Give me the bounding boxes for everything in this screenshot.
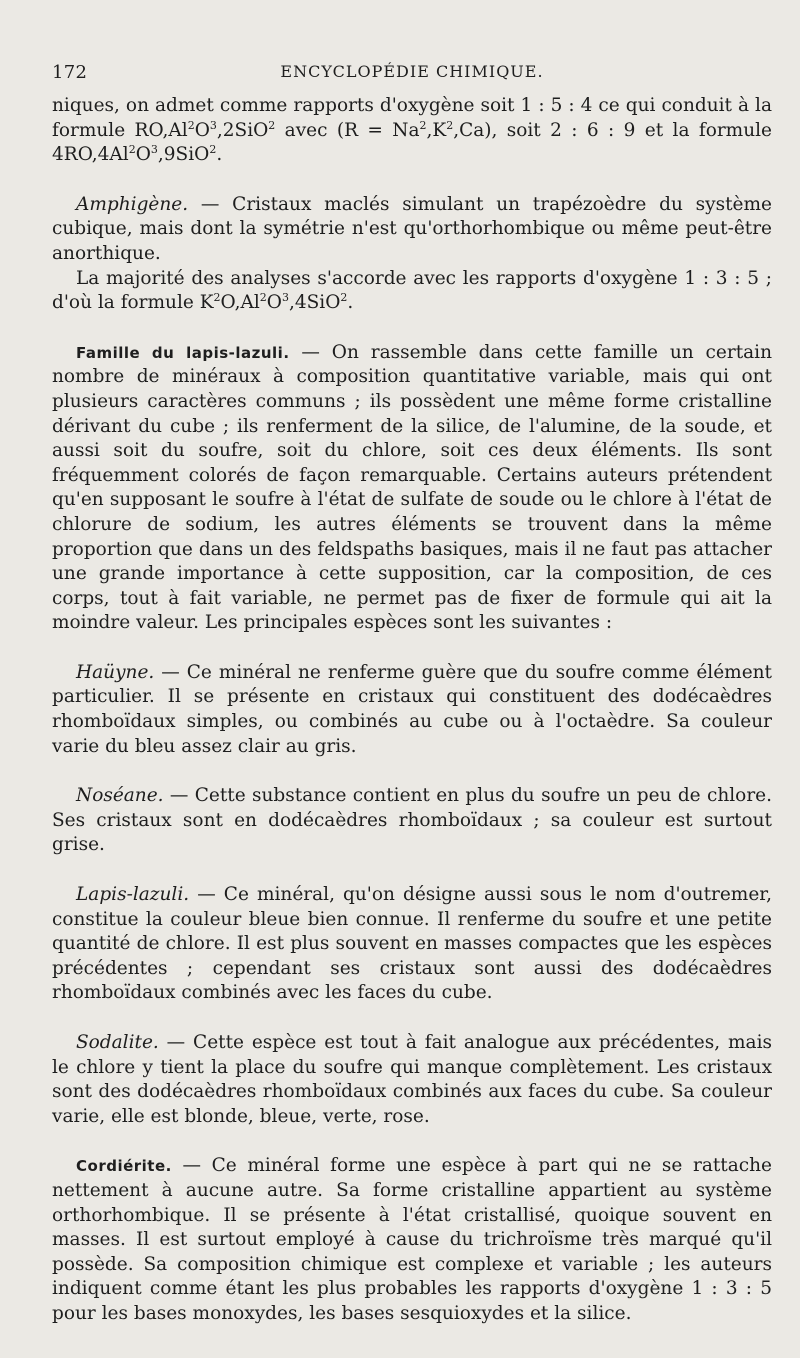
paragraph-cordierite: Cordiérite. — Ce minéral forme une espèce à part qui ne se rattache nettement à aucune autre. Sa forme cristalline appartient au système orthorhombique. Il se présente à l'état cristallisé, quoique souvent en masses. Il est surtout employé à cause du trichroïsme très marqué qu'il possède. Sa composition chimique est complexe et variable ; les auteurs indiquent comme étant les plus probables les rapports d'oxygène 1 : 3 : 5 pour les bases monoxydes, les bases sesquioxydes et la silice. [52, 1155, 772, 1324]
paragraph-lapis-lazuli: Lapis-lazuli. — Ce minéral, qu'on désigne aussi sous le nom d'outremer, constitue la couleur bleue bien connue. Il renferme du soufre et une petite quantité de chlore. Il est plus souvent en masses compactes que les espèces précédentes ; cependant ses cristaux sont aussi des dodécaèdres rhomboïdaux combinés avec les faces du cube. [52, 884, 772, 1004]
paragraph-intro: niques, on admet comme rapports d'oxygène soit 1 : 5 : 4 ce qui conduit à la formule $RO,Al^2O^3,2SiO^2$ avec $(R = Na^2,K^2,Ca)$, soit 2 : 6 : 9 et la formule $4RO,4Al^2O^3,9SiO^2$. [52, 95, 773, 166]
term-noseane: Noséane. [76, 785, 164, 807]
term-lapis-family: Famille du lapis-lazuli. [76, 343, 290, 362]
term-cordierite: Cordiérite. [76, 1157, 172, 1176]
paragraph-amphigene-formula: La majorité des analyses s'accorde avec les rapports d'oxygène 1 : 3 : 5 ; d'où la formule $K^2O,Al^2O^3,4SiO^2$. [52, 267, 772, 314]
running-title: ENCYCLOPÉDIE CHIMIQUE. [280, 62, 544, 81]
paragraph-amphigene: Amphigène. — Cristaux maclés simulant un trapézoèdre du système cubique, mais dont la symétrie n'est qu'orthorhombique ou même peut-être anorthique. [52, 193, 772, 264]
term-amphigene: Amphigène. [76, 193, 189, 215]
term-sodalite: Sodalite. [76, 1032, 159, 1053]
paragraph-hauyne: Haüyne. — Ce minéral ne renferme guère que du soufre comme élément particulier. Il se présente en cristaux qui constituent des dodécaèdres rhomboïdaux simples, ou combinés au cube ou à l'octaèdre. Sa couleur varie du bleu assez clair au gris. [52, 661, 772, 757]
paragraph-lapis-family: Famille du lapis-lazuli. — On rassemble dans cette famille un certain nombre de minéraux à composition quantitative variable, mais qui ont plusieurs caractères communs ; ils possèdent une même forme cristalline dérivant du cube ; ils renferment de la silice, de l'alumine, de la soude, et aussi soit du soufre, soit du chlore, soit ces deux éléments. Ils sont fréquemment colorés de façon remarquable. Certains auteurs prétendent qu'en supposant le soufre à l'état de sulfate de soude ou le chlore à l'état de chlorure de sodium, les autres éléments se trouvent dans la même proportion que dans un des feldspaths basiques, mais il ne faut pas attacher une grande importance à cette supposition, car la composition, de ces corps, tout à fait variable, ne permet pas de fixer de formule qui ait la moindre valeur. Les principales espèces sont les suivantes : [52, 341, 772, 634]
paragraph-sodalite: Sodalite. — Cette espèce est tout à fait analogue aux précédentes, mais le chlore y tient la place du soufre qui manque complètement. Les cristaux sont des dodécaèdres rhomboïdaux combinés aux faces du cube. Sa couleur varie, elle est blonde, bleue, verte, rose. [52, 1032, 772, 1127]
page-number: 172 [52, 62, 88, 83]
paragraph-noseane: Noséane. — Cette substance contient en plus du soufre un peu de chlore. Ses cristaux sont en dodécaèdres rhomboïdaux ; sa couleur est surtout grise. [52, 785, 772, 856]
page-header [52, 58, 772, 86]
term-hauyne: Haüyne. [76, 661, 155, 683]
term-lapis-lazuli: Lapis-lazuli. [76, 884, 190, 906]
